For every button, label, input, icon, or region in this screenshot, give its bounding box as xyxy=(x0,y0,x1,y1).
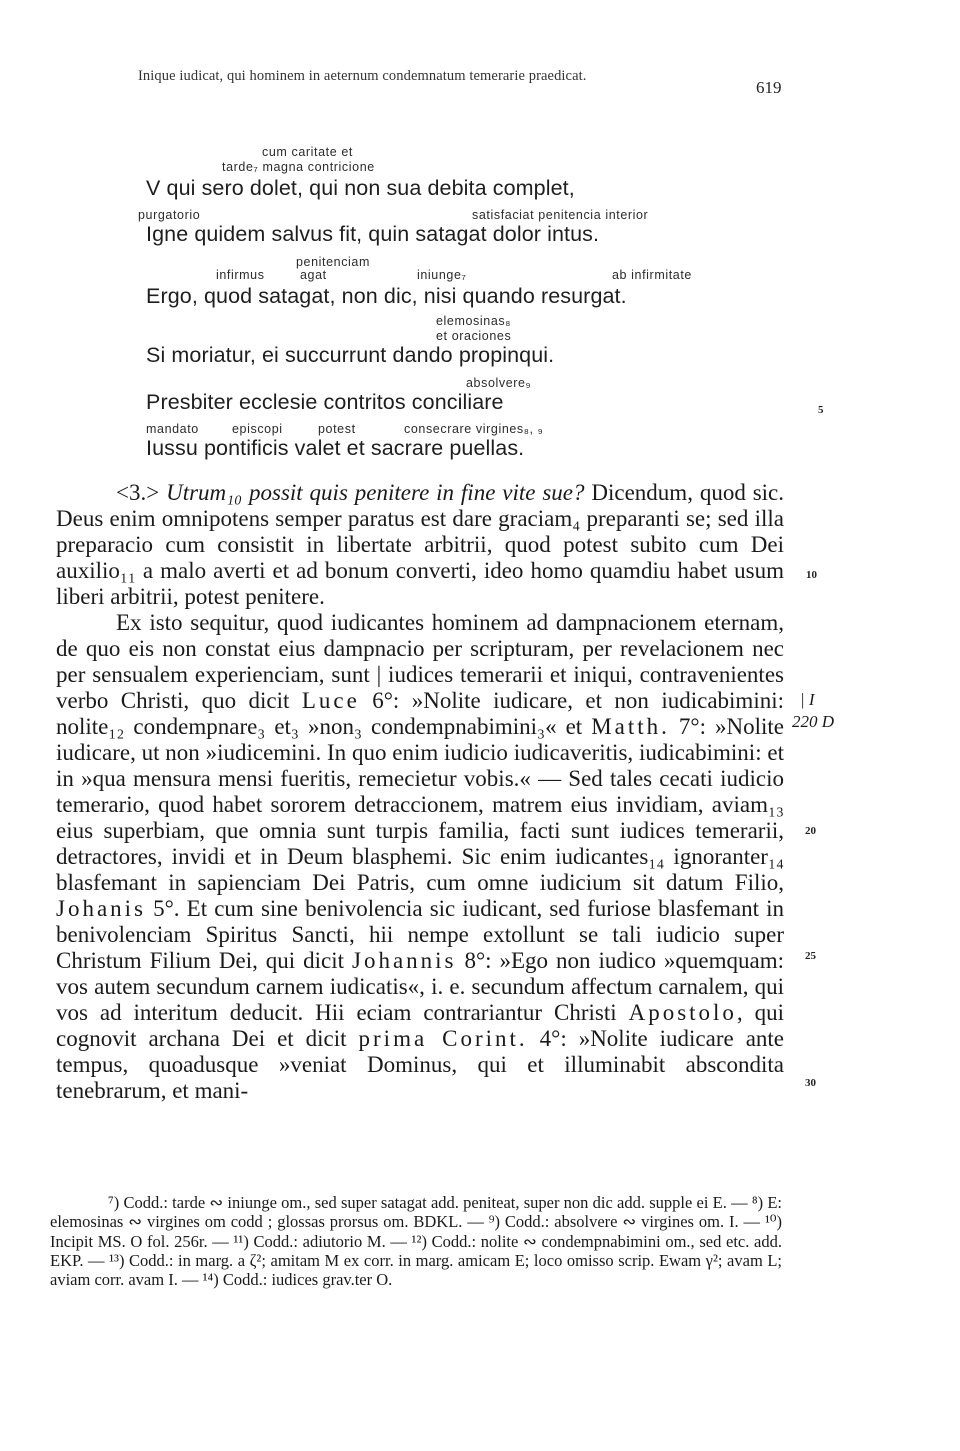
scripture-ref: prima Corint. xyxy=(358,1026,528,1051)
margin-reference: | I xyxy=(800,690,815,709)
paragraph-text: 6°: »Nolite iudicare, et non iudicabimini: nolite₁₂ condempnare₃ et₃ »non₃ condempnabimini₃« et xyxy=(56,688,784,739)
section-marker: <3.> xyxy=(116,480,167,505)
scripture-ref: Johanis xyxy=(56,896,146,921)
verse-line: Ergo, quod satagat, non dic, nisi quando resurgat. xyxy=(146,284,627,308)
verse-line: V qui sero dolet, qui non sua debita complet, xyxy=(146,176,575,200)
question-heading: Utrum₁₀ possit quis penitere in fine vite sue? xyxy=(166,480,585,505)
verse-line: Iussu pontificis valet et sacrare puellas. xyxy=(146,436,525,460)
paragraph-text: , qui cognovit archana Dei et dicit xyxy=(56,1000,784,1051)
paragraph-text: 7°: »Nolite iudicare, ut non »iudicemini. In quo enim iudicio iudicaveritis, iudicabimini: et in »qua mensura mensi fueritis, remecietur vobis.« — Sed tales cecati iudicio temerario, quod habet sororem detraccionem, matrem eius invidiam, aviam₁₃ eius superbiam, que omnia sunt turpis familia, facti sunt iudices temerarii, detractores, invidi et in Deum blasphemi. Sic enim iudicantes₁₄ ignoranter₁₄ blasfemant in sapienciam Dei Patris, cum omne iudicium sit datum Filio, xyxy=(56,714,784,895)
gloss-line: cum caritate et xyxy=(262,145,353,159)
paragraph-text: 5°. Et cum sine benivolencia sic iudicant, sed furiose blasfemant in benivolenciam Spiritus Sancti, hii nempe extollunt se tali iudicio super Christum Filium Dei, qui dicit xyxy=(56,896,784,973)
gloss-line: satisfaciat penitencia interior xyxy=(472,208,649,222)
footnotes xyxy=(50,1193,782,1289)
gloss-line: et oraciones xyxy=(436,329,512,343)
gloss-line: elemosinas₈ xyxy=(436,314,512,328)
line-number: 5 xyxy=(818,404,824,416)
scripture-ref: Matth. xyxy=(591,714,670,739)
verse-line: Igne quidem salvus fit, quin satagat dolor intus. xyxy=(146,222,600,246)
paragraph xyxy=(56,480,784,610)
paragraph xyxy=(56,610,784,1104)
footnote-text: ⁷) Codd.: tarde ∾ iniunge om., sed super satagat add. peniteat, super non dic add. supple ei E. — ⁸) E: elemosinas ∾ virgines om codd ; glossas prorsus om. BDKL. — ⁹) Codd.: absolvere ∾ virgines om. I. — ¹⁰) Incipit MS. O fol. 256r. — ¹¹) Codd.: adiutorio M. — ¹²) Codd.: nolite ∾ condempnabimini om., sed etc. add. EKP. — ¹³) Codd.: in marg. a ζ²; amitam M ex corr. in marg. amicam E; loco omisso scrip. Ewam γ²; avam L; aviam corr. avam I. — ¹⁴) Codd.: iudices grav.ter O. xyxy=(50,1193,782,1290)
running-head: Inique iudicat, qui hominem in aeternum condemnatum temerarie praedicat. xyxy=(138,68,587,84)
gloss-line: mandato xyxy=(146,422,199,436)
gloss-line: ab infirmitate xyxy=(612,268,692,282)
gloss-line: iniunge₇ xyxy=(417,268,467,282)
gloss-line: consecrare virgines₈, ₉ xyxy=(404,422,544,436)
paragraph-text: 4°: »Nolite iudicare ante tempus, quoadusque »veniat Dominus, qui et illuminabit abscondita tenebrarum, et mani- xyxy=(56,1026,784,1103)
gloss-line: penitenciam xyxy=(296,255,371,269)
paragraph-text: Dicendum, quod sic. Deus enim omnipotens semper paratus est dare graciam₄ preparanti se; sed illa preparacio cum consistit in libertate arbitrii, quod potest subito cum Dei auxilio₁₁ a malo averti et ad bonum converti, ideo homo quamdiu habet usum liberi arbitrii, potest penitere. xyxy=(56,480,784,609)
gloss-line: tarde₇ magna contricione xyxy=(222,160,375,174)
gloss-line: episcopi xyxy=(232,422,283,436)
paragraph-text: 8°: »Ego non iudico »quemquam: vos autem secundum carnem iudicatis«, i. e. secundum affectum carnalem, qui vos ad interitum deducit. Hii eciam contrariantur Christi xyxy=(56,948,785,1025)
gloss-line: purgatorio xyxy=(138,208,201,222)
page-number: 619 xyxy=(756,78,782,97)
scripture-ref: Luce xyxy=(301,688,360,713)
line-number: 30 xyxy=(805,1077,816,1089)
scripture-ref: Apostolo xyxy=(628,1000,737,1025)
gloss-line: infirmus xyxy=(216,268,265,282)
paragraph-text: Ex isto sequitur, quod iudicantes hominem ad dampnacionem eternam, de quo eis non constat eius dampnacio per scripturam, per revelacionem nec per sensualem experienciam, sunt | iudices temerarii et iniqui, contravenientes verbo Christi, quo dicit xyxy=(56,610,784,713)
margin-reference: 220 D xyxy=(792,712,835,731)
gloss-line: potest xyxy=(318,422,356,436)
line-number: 20 xyxy=(805,825,816,837)
scripture-ref: Johannis xyxy=(352,948,457,973)
verse-line: Si moriatur, ei succurrunt dando propinqui. xyxy=(146,343,555,367)
line-number: 10 xyxy=(806,569,817,581)
line-number: 25 xyxy=(805,950,816,962)
main-text xyxy=(56,480,784,1104)
gloss-line: agat xyxy=(300,268,327,282)
gloss-line: absolvere₉ xyxy=(466,376,532,390)
verse-line: Presbiter ecclesie contritos conciliare xyxy=(146,390,504,414)
